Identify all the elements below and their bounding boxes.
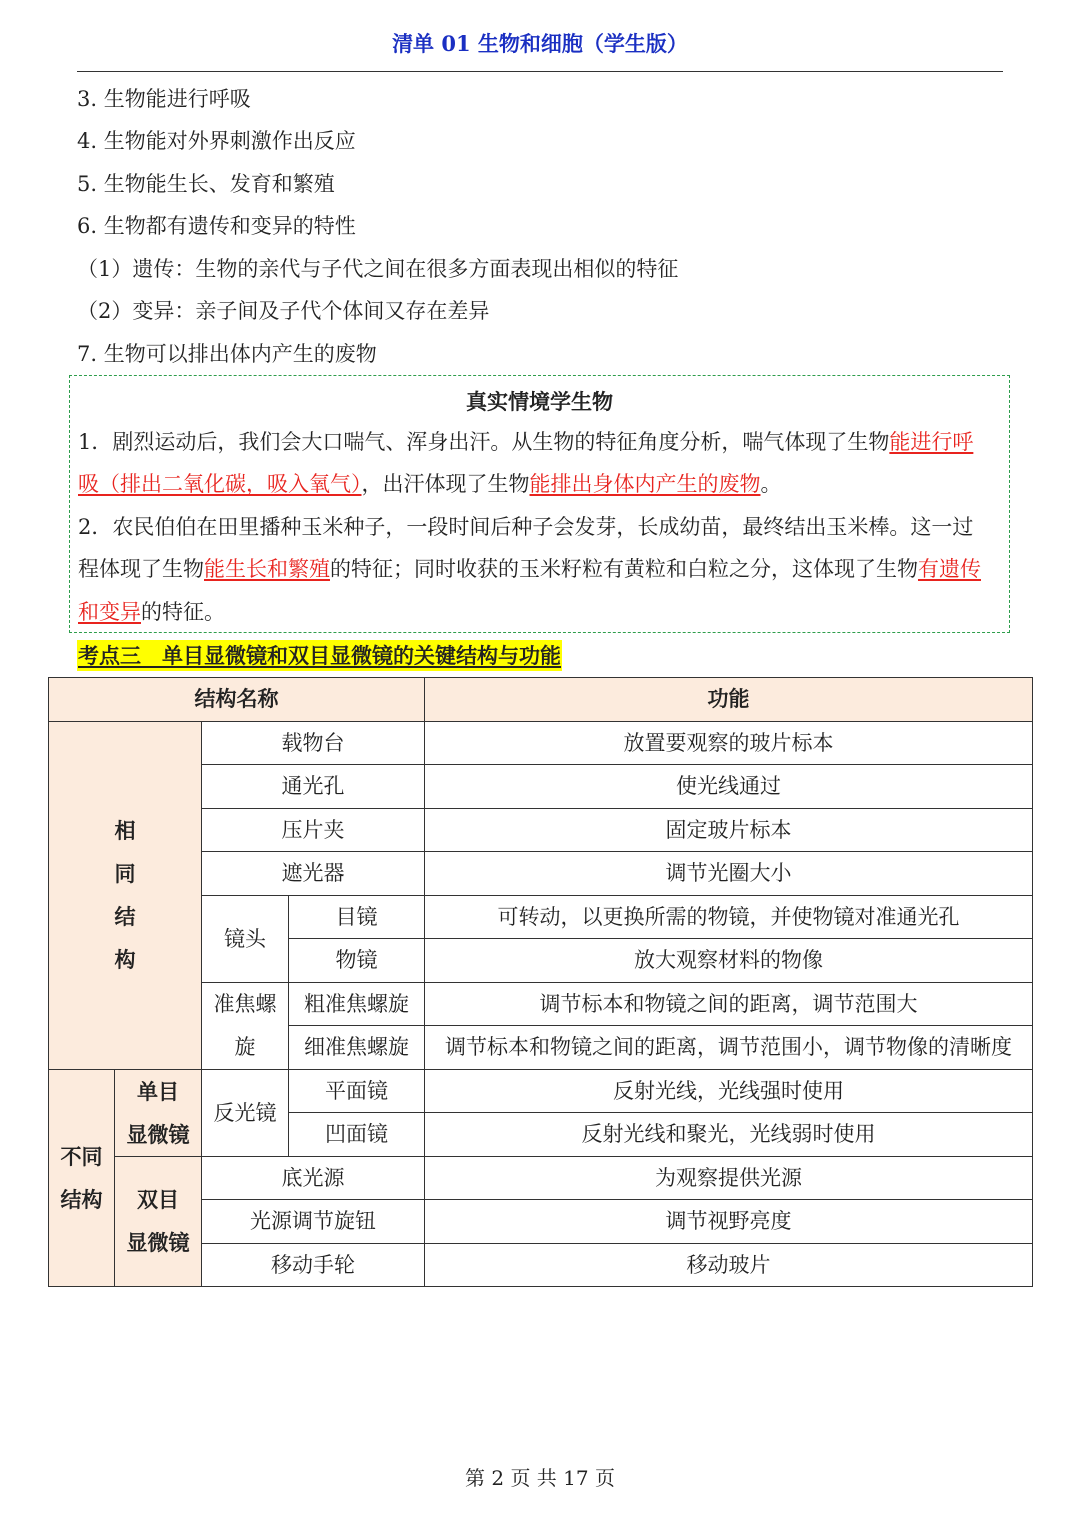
structure-function: 为观察提供光源 [425,1156,1033,1200]
structure-function: 反射光线，光线强时使用 [425,1069,1033,1113]
lens-group: 镜头 [202,895,289,982]
structure-function: 反射光线和聚光，光线弱时使用 [425,1113,1033,1157]
mirror-group: 反光镜 [202,1069,289,1156]
structure-function: 放大观察材料的物像 [425,939,1033,983]
structure-name: 凹面镜 [289,1113,425,1157]
answer-text: 和变异 [78,600,141,624]
structure-name: 细准焦螺旋 [289,1026,425,1070]
answer-text: 能排出身体内产生的废物 [529,472,761,496]
intro-line-variation: （2）变异：亲子间及子代个体间又存在差异 [77,299,490,323]
structure-name: 粗准焦螺旋 [289,982,425,1026]
intro-line-7: 7. 生物可以排出体内产生的废物 [77,342,377,366]
answer-text: 有遗传 [918,557,981,581]
intro-line-6: 6. 生物都有遗传和变异的特性 [77,214,356,238]
structure-name: 通光孔 [202,765,425,809]
table-row [49,1156,1033,1200]
answer-text: 能进行呼 [889,430,974,454]
structure-name: 移动手轮 [202,1243,425,1287]
monocular-microscope-label: 单目 显微镜 [115,1069,202,1156]
intro-line-3: 3. 生物能进行呼吸 [77,87,251,111]
header-divider [77,71,1003,72]
answer-text: 吸（排出二氧化碳，吸入氧气） [78,472,362,496]
intro-line-4: 4. 生物能对外界刺激作出反应 [77,129,356,153]
structure-name: 底光源 [202,1156,425,1200]
structure-function: 使光线通过 [425,765,1033,809]
box-title: 真实情境学生物 [466,389,613,414]
structure-name: 压片夹 [202,808,425,852]
box-q2-line3: 和变异的特征。 [78,600,225,624]
same-structure-group: 相 同 结 构 [49,721,202,1069]
microscope-structure-table [48,677,1033,1287]
page-number: 第 2 页 共 17 页 [465,1466,615,1490]
structure-name: 光源调节旋钮 [202,1200,425,1244]
box-q2-line2: 程体现了生物能生长和繁殖的特征；同时收获的玉米籽粒有黄粒和白粒之分，这体现了生物有遗传 [78,557,981,581]
intro-line-heredity: （1）遗传：生物的亲代与子代之间在很多方面表现出相似的特征 [77,257,679,281]
answer-text: 能生长和繁殖 [204,557,330,581]
box-q1-line2: 吸（排出二氧化碳，吸入氧气），出汗体现了生物能排出身体内产生的废物。 [78,472,782,496]
structure-function: 固定玻片标本 [425,808,1033,852]
table-row [49,1069,1033,1113]
header-function: 功能 [425,678,1033,722]
header-structure-name: 结构名称 [49,678,425,722]
structure-function: 移动玻片 [425,1243,1033,1287]
different-structure-group: 不同 结构 [49,1069,115,1287]
structure-name: 遮光器 [202,852,425,896]
intro-line-5: 5. 生物能生长、发育和繁殖 [77,172,335,196]
structure-function: 调节视野亮度 [425,1200,1033,1244]
structure-function: 放置要观察的玻片标本 [425,721,1033,765]
focus-knob-group: 准焦螺 旋 [202,982,289,1069]
structure-name: 物镜 [289,939,425,983]
table-header-row [49,678,1033,722]
table-row [49,721,1033,765]
page-title: 清单 01 生物和细胞（学生版） [392,31,688,56]
structure-name: 载物台 [202,721,425,765]
structure-name: 目镜 [289,895,425,939]
binocular-microscope-label: 双目 显微镜 [115,1156,202,1287]
structure-function: 调节标本和物镜之间的距离，调节范围大 [425,982,1033,1026]
structure-function: 可转动，以更换所需的物镜，并使物镜对准通光孔 [425,895,1033,939]
real-scenario-box [69,375,1010,633]
structure-function: 调节标本和物镜之间的距离，调节范围小，调节物像的清晰度 [425,1026,1033,1070]
box-q2-line1: 2．农民伯伯在田里播种玉米种子，一段时间后种子会发芽，长成幼苗，最终结出玉米棒。这一过 [78,515,974,539]
box-q1-line1: 1．剧烈运动后，我们会大口喘气、浑身出汗。从生物的特征角度分析，喘气体现了生物能进行呼 [78,430,974,454]
structure-name: 平面镜 [289,1069,425,1113]
structure-function: 调节光圈大小 [425,852,1033,896]
section-heading: 考点三 单目显微镜和双目显微镜的关键结构与功能 [77,640,562,671]
